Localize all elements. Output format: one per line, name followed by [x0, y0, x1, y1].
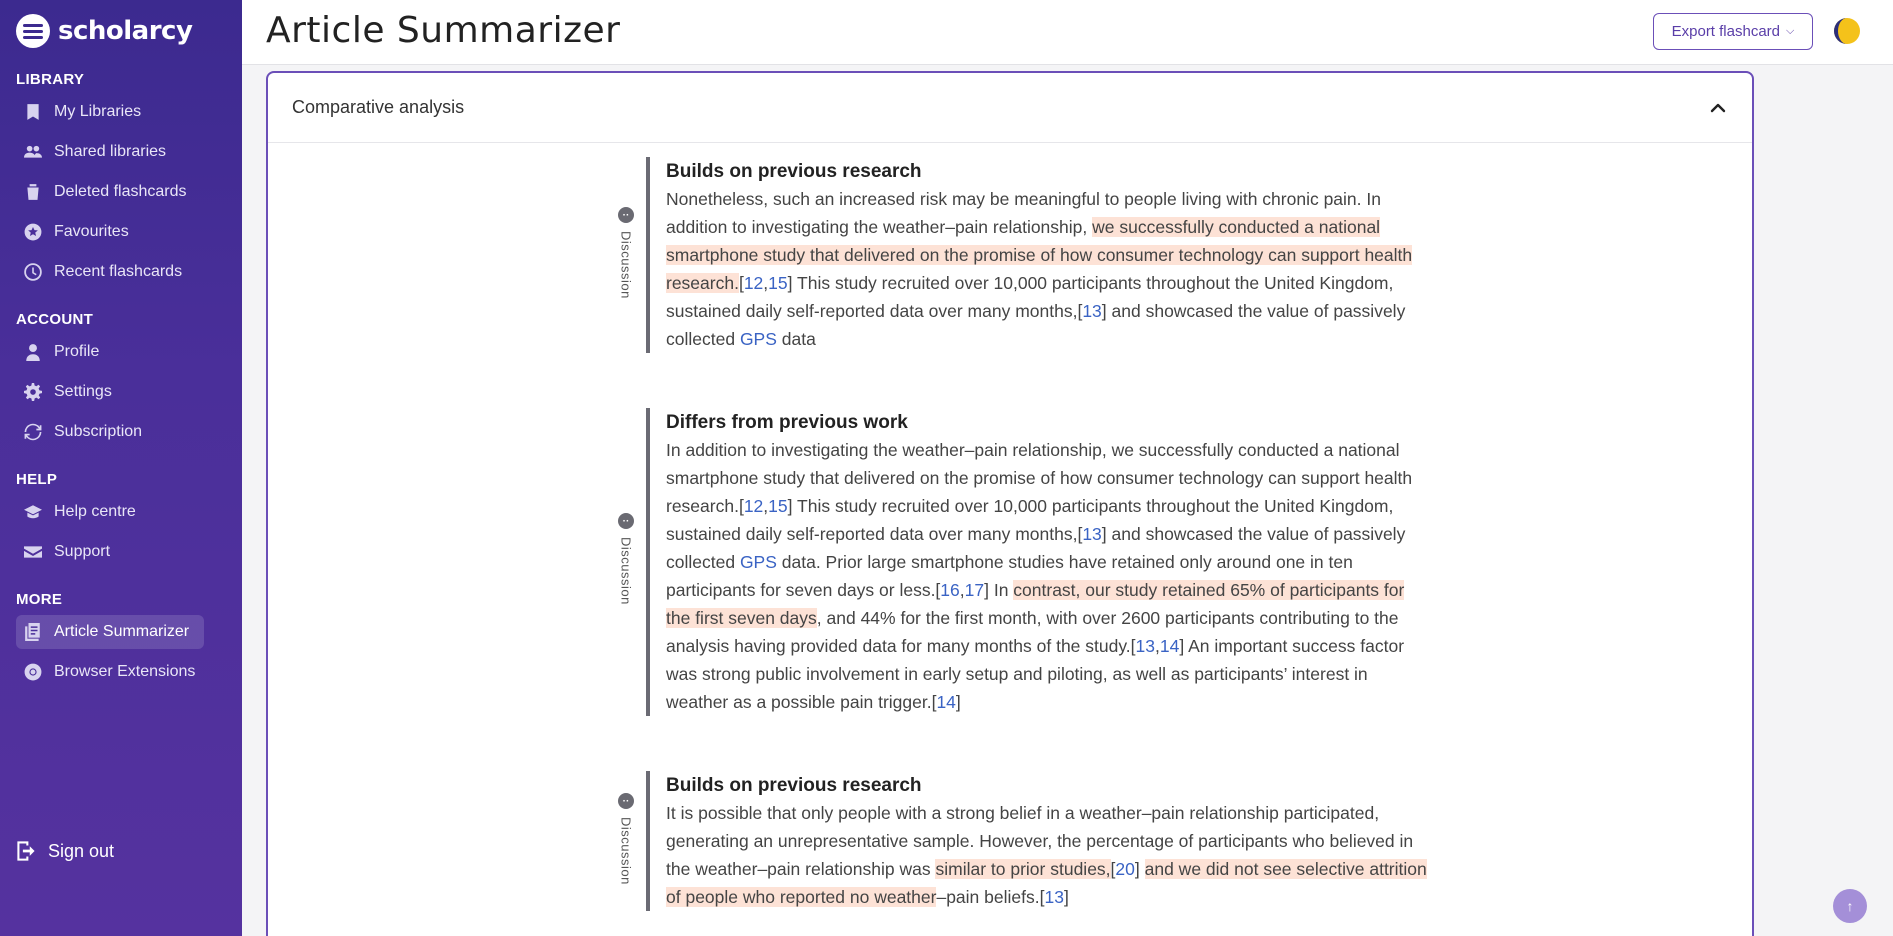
- citation-link[interactable]: 12: [743, 496, 764, 516]
- citation-link[interactable]: 17: [964, 580, 985, 600]
- user-icon: [24, 343, 42, 361]
- text-span: –pain beliefs.[: [936, 887, 1045, 907]
- sidebar-item-label: Recent flashcards: [54, 263, 183, 280]
- theme-toggle-icon[interactable]: [1832, 16, 1862, 46]
- citation-link[interactable]: 15: [768, 273, 788, 293]
- section-label: Discussion: [618, 231, 634, 299]
- arrow-up-icon: ↑: [1846, 898, 1854, 914]
- sidebar-item-favourites[interactable]: [16, 215, 137, 249]
- text-span: data: [776, 329, 816, 349]
- sidebar-item-article-summarizer[interactable]: [16, 615, 204, 649]
- refresh-icon: [24, 423, 42, 441]
- chrome-icon: [24, 663, 42, 681]
- text-span: [: [1110, 859, 1116, 879]
- highlighted-text: similar to prior studies,: [935, 859, 1111, 879]
- sidebar-item-shared-libraries[interactable]: [16, 135, 174, 169]
- panel-title: Comparative analysis: [292, 97, 465, 117]
- section-title-help: HELP: [16, 471, 58, 488]
- sidebar-item-help-centre[interactable]: [16, 495, 144, 529]
- text-span: ] In: [984, 580, 1014, 600]
- sidebar-item-label: Favourites: [54, 223, 129, 240]
- comparative-analysis-panel: [266, 71, 1754, 936]
- sidebar-item-my-libraries[interactable]: [16, 95, 149, 129]
- sidebar-item-support[interactable]: [16, 535, 118, 569]
- top-header: [242, 0, 1893, 65]
- text-span: ,: [763, 273, 769, 293]
- text-span: It is possible that only people with a strong belief in a weather–pain relationship participated, generating an unrepresentative sample. However, the percentage of participants who believed in the weather–pain relationship was: [666, 803, 1414, 879]
- entry-section-tag: [618, 207, 634, 299]
- clock-icon: [24, 263, 42, 281]
- entry-heading: Builds on previous research: [666, 161, 922, 182]
- section-title-library: LIBRARY: [16, 71, 85, 88]
- page-title: Article Summarizer: [266, 10, 621, 51]
- entry-text: [666, 185, 1430, 353]
- highlighted-text: contrast, our study retained 65% of participants for the first seven days: [666, 580, 1405, 628]
- sidebar-item-label: Subscription: [54, 423, 143, 440]
- sidebar: [0, 0, 242, 936]
- star-icon: [24, 223, 42, 241]
- panel-header[interactable]: [268, 73, 1752, 143]
- citation-link[interactable]: 16: [940, 580, 960, 600]
- brand-name: scholarcy: [58, 16, 193, 46]
- citation-link[interactable]: 13: [1135, 636, 1155, 656]
- sidebar-item-label: Article Summarizer: [54, 623, 190, 640]
- citation-link[interactable]: GPS: [739, 552, 777, 572]
- citation-link[interactable]: 13: [1082, 524, 1102, 544]
- comparison-entry: [618, 771, 1430, 911]
- sidebar-item-label: My Libraries: [54, 103, 142, 120]
- export-flashcard-button[interactable]: [1653, 13, 1813, 50]
- sign-out-label: Sign out: [48, 840, 115, 861]
- text-span: ] and showcased the value of passively collected: [666, 301, 1406, 349]
- entry-text: [666, 799, 1430, 911]
- text-span: ] An important success factor was strong public involvement in early setup and piloting, as well as participants’ interest in weather as a possible pain trigger.[: [666, 636, 1405, 712]
- text-span: data. Prior large smartphone studies have retained only around one in ten participants for seven days or less.[: [666, 552, 1353, 600]
- comparison-entry: [618, 157, 1430, 353]
- gear-icon: [24, 383, 42, 401]
- citation-link[interactable]: 13: [1082, 301, 1102, 321]
- entry-divider: [646, 157, 650, 353]
- sign-out-icon: [16, 840, 38, 862]
- document-icon: [24, 623, 42, 641]
- export-flashcard-label: Export flashcard: [1671, 23, 1781, 40]
- sign-out-button[interactable]: [16, 840, 114, 862]
- highlighted-text: we successfully conducted a national smartphone study that delivered on the promise of how consumer technology can support health research.: [666, 217, 1413, 293]
- text-span: ,: [763, 496, 769, 516]
- info-icon[interactable]: ··: [618, 207, 634, 223]
- citation-link[interactable]: 15: [768, 496, 788, 516]
- citation-link[interactable]: 13: [1044, 887, 1064, 907]
- sidebar-item-browser-extensions[interactable]: [16, 655, 203, 689]
- entry-heading: Differs from previous work: [666, 412, 908, 433]
- section-label: Discussion: [618, 817, 634, 885]
- text-span: Nonetheless, such an increased risk may be meaningful to people living with chronic pain. In addition to investigating the weather–pain relationship,: [666, 189, 1381, 237]
- text-span: [: [738, 273, 744, 293]
- text-span: ]: [1134, 859, 1145, 879]
- citation-link[interactable]: GPS: [739, 329, 777, 349]
- sidebar-item-label: Shared libraries: [54, 143, 167, 160]
- text-span: , and 44% for the first month, with over 2600 participants contributing to the analysis having provided data for many months of the study.[: [666, 608, 1399, 656]
- graduation-cap-icon: [24, 503, 42, 521]
- citation-link[interactable]: 20: [1115, 859, 1135, 879]
- section-title-more: MORE: [16, 591, 63, 608]
- brand-logo[interactable]: [16, 14, 192, 48]
- entry-divider: [646, 408, 650, 716]
- sidebar-item-recent-flashcards[interactable]: [16, 255, 190, 289]
- sidebar-item-label: Support: [54, 543, 111, 560]
- section-title-account: ACCOUNT: [16, 311, 94, 328]
- sidebar-item-profile[interactable]: [16, 335, 107, 369]
- bookmark-icon: [24, 103, 42, 121]
- text-span: ,: [1155, 636, 1160, 656]
- scroll-to-top-button[interactable]: [1833, 889, 1867, 923]
- entry-text: [666, 436, 1430, 716]
- citation-link[interactable]: 14: [936, 692, 956, 712]
- info-icon[interactable]: ··: [618, 513, 634, 529]
- sidebar-item-deleted-flashcards[interactable]: [16, 175, 195, 209]
- users-icon: [24, 143, 42, 161]
- entry-section-tag: [618, 513, 634, 605]
- sidebar-item-label: Settings: [54, 383, 112, 400]
- sidebar-item-settings[interactable]: [16, 375, 120, 409]
- text-span: ] This study recruited over 10,000 participants throughout the United Kingdom, sustained daily self-reported data over many months,[: [666, 496, 1394, 544]
- text-span: ]: [1063, 887, 1069, 907]
- text-span: In addition to investigating the weather–pain relationship, we successfully conducted a national smartphone study that delivered on the promise of how consumer technology can support health research.[: [666, 440, 1413, 516]
- sidebar-item-label: Browser Extensions: [54, 663, 196, 680]
- citation-link[interactable]: 12: [743, 273, 764, 293]
- text-span: ,: [959, 580, 965, 600]
- entry-heading: Builds on previous research: [666, 775, 922, 796]
- comparison-entry: [618, 408, 1430, 716]
- sidebar-item-label: Profile: [54, 343, 100, 360]
- sidebar-item-subscription[interactable]: [16, 415, 150, 449]
- citation-link[interactable]: 14: [1159, 636, 1180, 656]
- logo-icon: [16, 14, 50, 48]
- info-icon[interactable]: ··: [618, 793, 634, 809]
- text-span: ] and showcased the value of passively collected: [666, 524, 1406, 572]
- envelope-icon: [24, 543, 42, 561]
- text-span: ]: [955, 692, 961, 712]
- entry-divider: [646, 771, 650, 911]
- highlighted-text: and we did not see selective attrition of people who reported no weather: [666, 859, 1427, 907]
- sidebar-item-label: Help centre: [54, 503, 136, 520]
- section-label: Discussion: [618, 537, 634, 605]
- chevron-down-icon: ⌵: [1786, 25, 1795, 37]
- chevron-up-icon[interactable]: [1708, 98, 1728, 118]
- text-span: ] This study recruited over 10,000 participants throughout the United Kingdom, sustained daily self-reported data over many months,[: [666, 273, 1394, 321]
- entry-section-tag: [618, 793, 634, 885]
- sidebar-item-label: Deleted flashcards: [54, 183, 187, 200]
- trash-icon: [24, 183, 42, 201]
